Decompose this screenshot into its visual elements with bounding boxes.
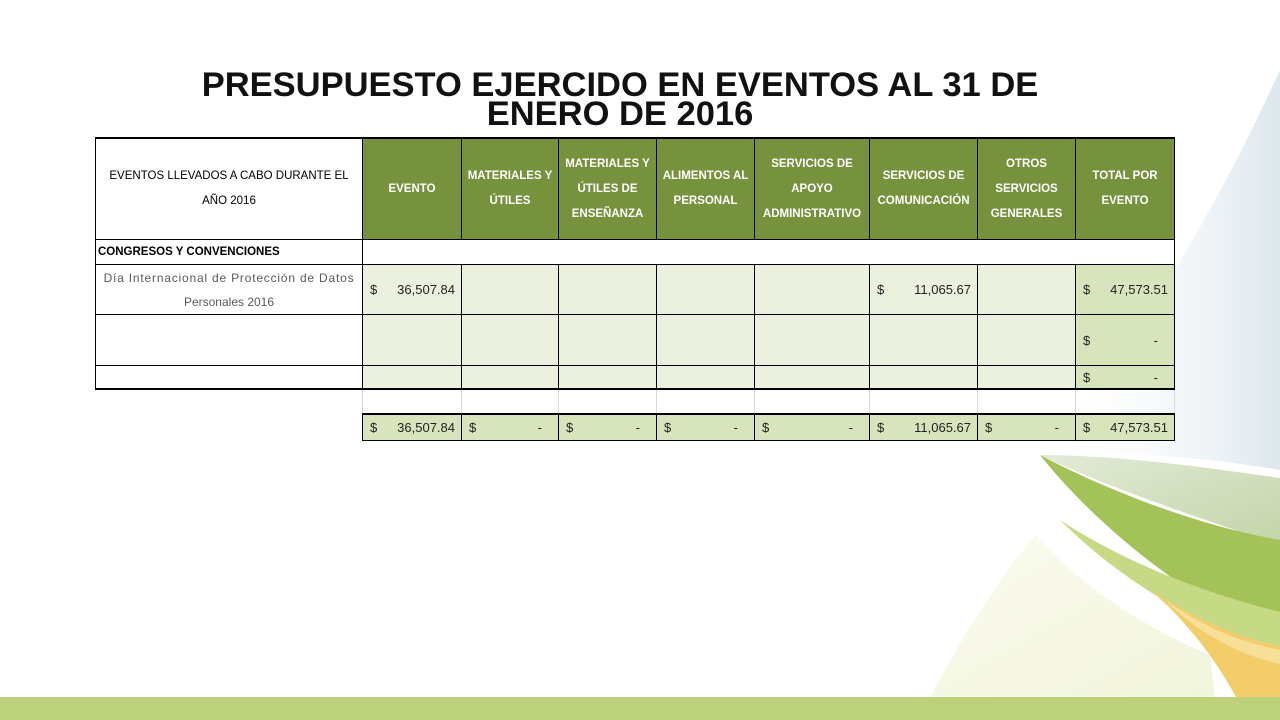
event-name-cell (95, 264, 363, 315)
amount-cell (869, 314, 978, 366)
header-label-line: COMUNICACIÓN (877, 195, 970, 207)
section-empty-cell (362, 239, 1175, 265)
header-label-line: PERSONAL (673, 195, 738, 207)
amount-cell (362, 365, 462, 390)
currency-symbol: $ (370, 420, 378, 435)
header-label-line: EVENTO (388, 182, 436, 195)
event-total-cell (1075, 314, 1175, 366)
header-label-line: ADMINISTRATIVO (762, 207, 862, 220)
amount-value: - (635, 420, 640, 435)
amount-cell (869, 264, 978, 315)
section-label: CONGRESOS Y CONVENCIONES (98, 246, 280, 258)
totals-cell (754, 413, 870, 441)
currency-symbol: $ (1083, 420, 1091, 435)
currency-symbol: $ (370, 282, 378, 297)
totals-cell (869, 413, 978, 441)
amount-value: 36,507.84 (397, 282, 455, 297)
spacer-cell (558, 390, 657, 414)
amount-cell (754, 264, 870, 315)
slide-title-line: ENERO DE 2016 (486, 95, 754, 133)
currency-symbol: $ (877, 420, 885, 435)
amount-value: - (733, 420, 738, 435)
amount-cell (558, 314, 657, 366)
event-name-line: Personales 2016 (183, 294, 275, 309)
totals-cell (558, 413, 657, 441)
table-column-header (869, 137, 978, 240)
amount-cell (461, 264, 559, 315)
amount-cell (656, 365, 755, 390)
event-name-cell (95, 365, 363, 390)
totals-cell (1075, 413, 1175, 441)
amount-value: - (1054, 420, 1059, 435)
currency-symbol: $ (469, 420, 477, 435)
section-label-cell (95, 239, 363, 265)
amount-cell (656, 314, 755, 366)
spacer-cell (362, 390, 462, 414)
header-label-line: SERVICIOS DE (771, 157, 853, 170)
table-header-events-title (95, 137, 363, 240)
amount-cell (977, 314, 1076, 366)
header-label-line: OTROS (1006, 157, 1047, 170)
header-label-line: ÚTILES DE (577, 182, 638, 195)
totals-cell (977, 413, 1076, 441)
header-label-line: SERVICIOS (995, 182, 1058, 195)
event-name-line: Día Internacional de Protección de Datos (103, 270, 355, 285)
spacer-cell (461, 390, 559, 414)
amount-value: - (1153, 369, 1158, 385)
currency-symbol: $ (985, 420, 993, 435)
header-label-line: MATERIALES Y (565, 157, 650, 170)
amount-cell (977, 365, 1076, 390)
totals-cell (461, 413, 559, 441)
amount-value: 11,065.67 (914, 420, 971, 435)
event-total-cell (1075, 264, 1175, 315)
header-label-line: ENSEÑANZA (571, 207, 644, 220)
amount-value: - (1153, 332, 1158, 348)
header-label-line: APOYO (791, 182, 833, 195)
currency-symbol: $ (762, 420, 770, 435)
header-label-line: AÑO 2016 (202, 195, 256, 207)
amount-cell (977, 264, 1076, 315)
currency-symbol: $ (664, 420, 672, 435)
table-column-header (977, 137, 1076, 240)
currency-symbol: $ (1083, 369, 1091, 385)
amount-value: 36,507.84 (397, 420, 455, 435)
spacer-cell (754, 390, 870, 414)
amount-cell (656, 264, 755, 315)
amount-cell (362, 314, 462, 366)
header-label-line: ALIMENTOS AL (662, 170, 749, 182)
header-label-line: TOTAL POR (1092, 170, 1158, 182)
amount-cell (558, 264, 657, 315)
event-name-cell (95, 314, 363, 366)
header-label-line: EVENTO (1101, 195, 1149, 207)
amount-cell (362, 264, 462, 315)
header-label-line: GENERALES (990, 207, 1063, 220)
amount-cell (558, 365, 657, 390)
amount-cell (461, 365, 559, 390)
amount-value: 47,573.51 (1110, 420, 1168, 435)
amount-cell (869, 365, 978, 390)
header-label-line: MATERIALES Y (467, 170, 553, 182)
header-label-line: EVENTOS LLEVADOS A CABO DURANTE EL (109, 170, 349, 182)
amount-value: 47,573.51 (1110, 282, 1168, 297)
currency-symbol: $ (877, 282, 885, 297)
slide-title-line: PRESUPUESTO EJERCIDO EN EVENTOS AL 31 DE (201, 66, 1039, 104)
header-label-line: ÚTILES (489, 195, 531, 207)
totals-cell (656, 413, 755, 441)
amount-cell (754, 365, 870, 390)
amount-cell (461, 314, 559, 366)
currency-symbol: $ (566, 420, 574, 435)
table-column-header (656, 137, 755, 240)
table-column-header (558, 137, 657, 240)
header-label-line: SERVICIOS DE (882, 170, 965, 182)
totals-cell (362, 413, 462, 441)
table-column-header (754, 137, 870, 240)
table-column-header (461, 137, 559, 240)
event-total-cell (1075, 365, 1175, 390)
table-column-header (1075, 137, 1175, 240)
currency-symbol: $ (1083, 282, 1091, 297)
spacer-cell (869, 390, 978, 414)
table-column-header (362, 137, 462, 240)
amount-value: - (848, 420, 853, 435)
amount-value: - (537, 420, 542, 435)
currency-symbol: $ (1083, 332, 1091, 348)
spacer-cell (1075, 390, 1175, 414)
amount-cell (754, 314, 870, 366)
amount-value: 11,065.67 (914, 282, 971, 297)
spacer-cell (977, 390, 1076, 414)
spacer-cell (656, 390, 755, 414)
